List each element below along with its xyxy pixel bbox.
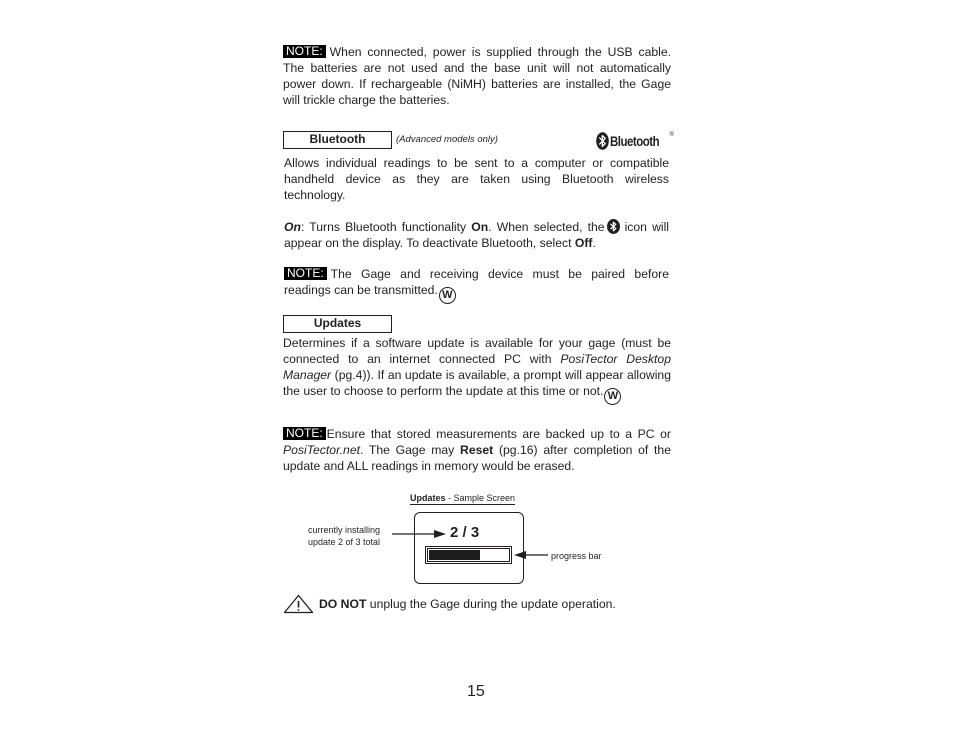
registered-mark: ® xyxy=(669,132,674,138)
bluetooth-note-text: The Gage and receiving device must be paired before readings can be transmitted. xyxy=(284,267,669,297)
bluetooth-logo-text: Bluetooth xyxy=(610,133,660,149)
reset-bold: Reset xyxy=(460,443,494,457)
do-not-bold: DO NOT xyxy=(319,597,367,611)
positector-net: PosiTector.net xyxy=(283,443,361,457)
arrow-to-progress-bar xyxy=(514,551,548,559)
installing-label-line2: update 2 of 3 total xyxy=(308,537,381,547)
warning-triangle-icon xyxy=(283,594,314,614)
arrow-to-count xyxy=(392,530,446,538)
on-text-4: . xyxy=(592,236,596,250)
installing-label-line1: currently installing xyxy=(308,525,381,535)
on-label: On xyxy=(284,220,301,234)
note-label: NOTE: xyxy=(284,267,327,280)
updates-heading: Updates xyxy=(283,315,392,333)
on-text-2: . When selected, the xyxy=(488,220,605,234)
off-bold: Off xyxy=(574,236,593,250)
updates-note-2: . The Gage may xyxy=(360,443,461,457)
updates-desc-2: (pg.4)). If an update is available, a prompt will appear allowing the user to choose to perform the update at this time or not. xyxy=(283,368,671,398)
on-text-1: : Turns Bluetooth functionality xyxy=(300,220,472,234)
updates-desc-1: Determines if a software update is available for your gage (must be connected to an internet connected PC with xyxy=(283,336,671,366)
bluetooth-description: Allows individual readings to be sent to a computer or compatible handheld device as they are taken using Bluetooth wireless technology. xyxy=(284,156,669,202)
progress-bar-label: progress bar xyxy=(551,551,602,561)
on-bold: On xyxy=(471,220,489,234)
web-icon: W xyxy=(604,388,621,405)
bluetooth-heading: Bluetooth xyxy=(283,131,392,149)
note-label: NOTE: xyxy=(283,427,326,440)
updates-note-1: Ensure that stored measurements are backed up to a PC or xyxy=(326,427,671,441)
note-label: NOTE: xyxy=(283,45,326,58)
web-icon: W xyxy=(439,287,456,304)
updates-note-3: (pg.16) after completion of the update and ALL readings in memory would be erased. xyxy=(283,443,671,473)
on-text-3: icon will appear on the display. To deactivate Bluetooth, select xyxy=(284,220,670,250)
warning-text: unplug the Gage during the update operation. xyxy=(366,597,616,611)
advanced-models-note: (Advanced models only) xyxy=(396,134,498,145)
usb-note-text: When connected, power is supplied through the USB cable. The batteries are not used and the base unit will not automatically power down. If rechargeable (NiMH) batteries are installed, the Gage will trickle charge the batteries. xyxy=(283,45,671,107)
caption-rest: - Sample Screen xyxy=(445,493,516,503)
desktop-manager-name: PosiTector Desktop Manager xyxy=(283,352,671,382)
caption-bold: Updates xyxy=(410,493,446,503)
page-number: 15 xyxy=(467,683,485,700)
update-count: 2 / 3 xyxy=(450,524,480,541)
warning-line xyxy=(283,594,616,614)
